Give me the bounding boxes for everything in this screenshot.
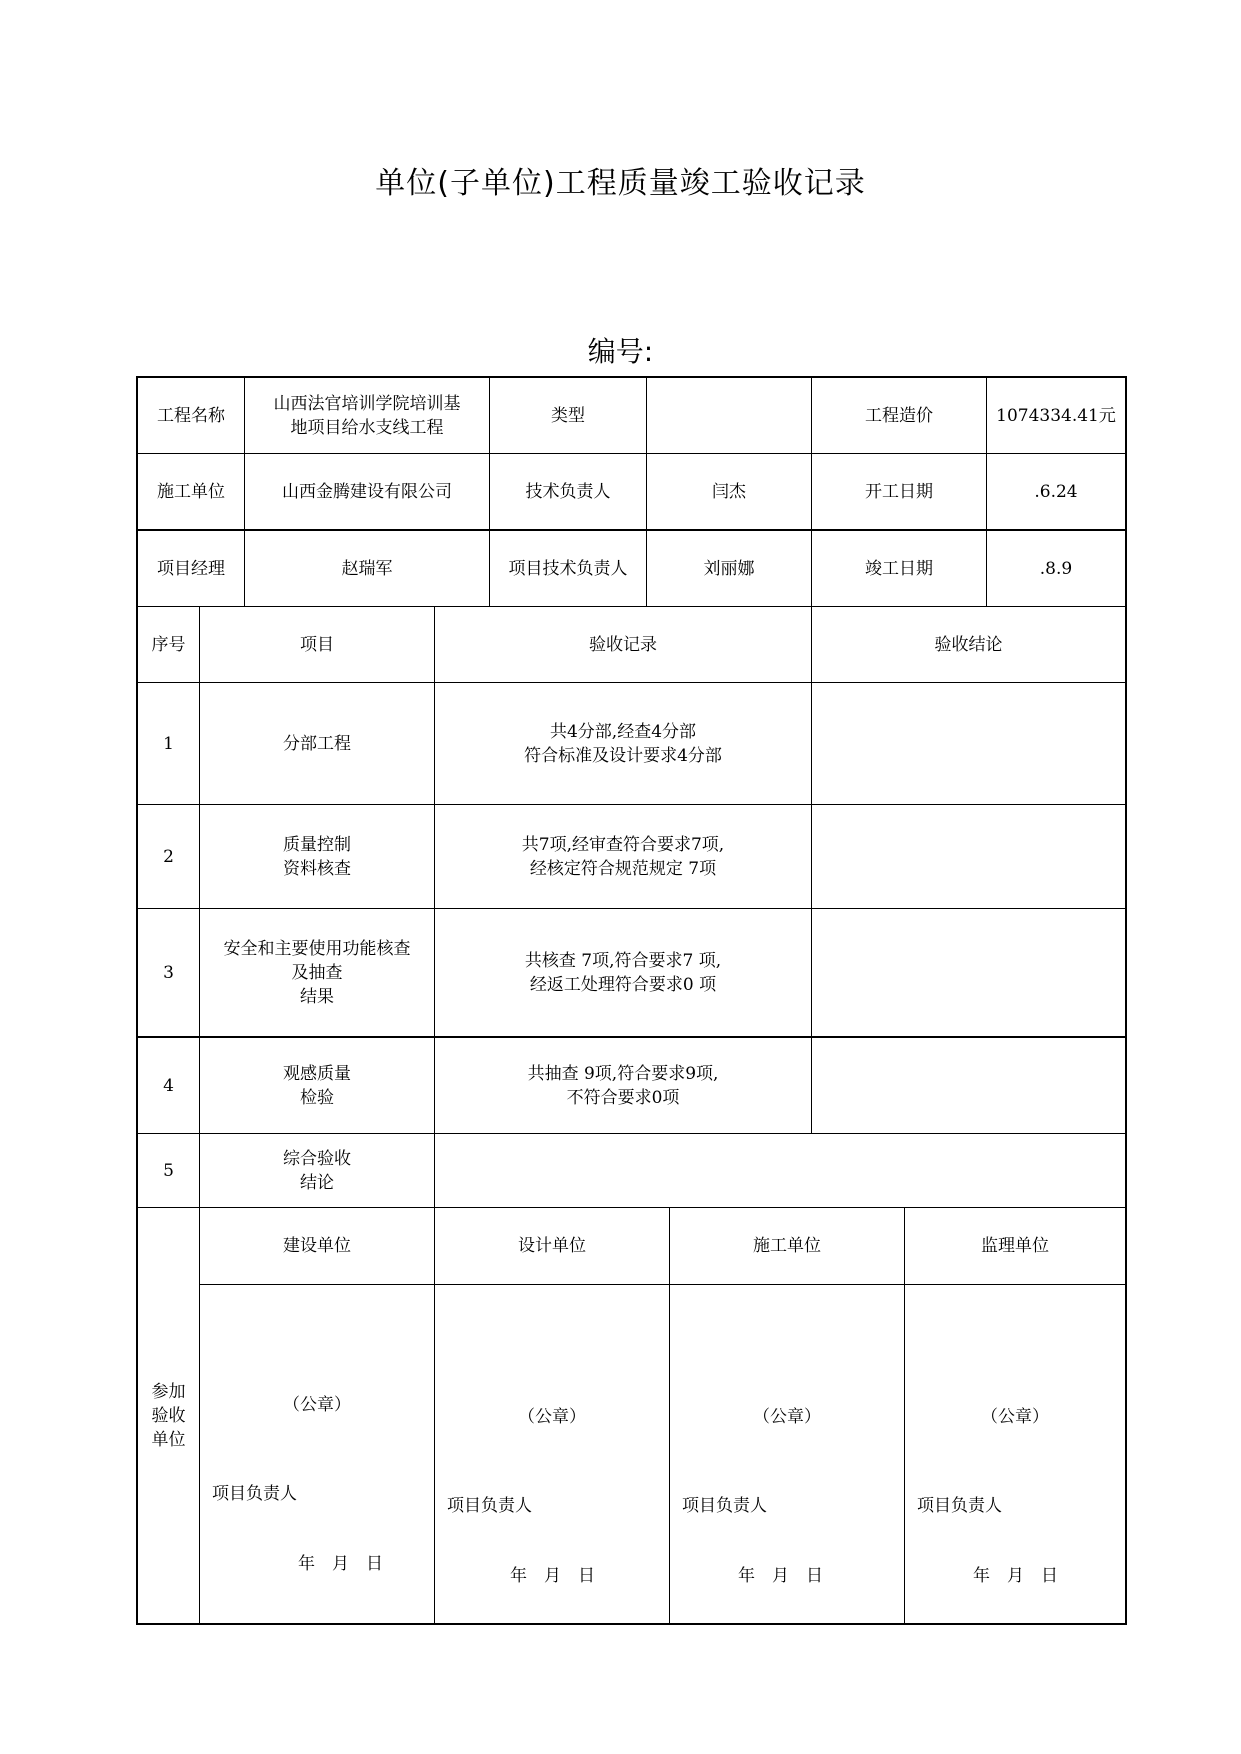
type-label: 类型 bbox=[490, 378, 647, 454]
project-tech-lead-value: 刘丽娜 bbox=[647, 531, 812, 607]
row-item-line: 资料核查 bbox=[283, 858, 351, 879]
participant-unit-name: 施工单位 bbox=[670, 1208, 905, 1285]
row-item bbox=[200, 683, 435, 805]
row-item-line: 检验 bbox=[300, 1087, 334, 1108]
seal-placeholder: （公章） bbox=[283, 1395, 351, 1415]
date-placeholder: 年 月 日 bbox=[973, 1566, 1058, 1586]
row-seq: 1 bbox=[138, 683, 200, 805]
row-item-line: 综合验收 bbox=[283, 1148, 351, 1169]
row-record bbox=[435, 909, 812, 1038]
participant-unit-name: 建设单位 bbox=[200, 1208, 435, 1285]
contractor-value: 山西金腾建设有限公司 bbox=[245, 454, 490, 531]
person-in-charge-label: 项目负责人 bbox=[447, 1496, 532, 1516]
person-in-charge-label: 项目负责人 bbox=[682, 1496, 767, 1516]
cost-value: 1074334.41元 bbox=[987, 378, 1125, 454]
row-record-line: 共抽查 9项,符合要求9项, bbox=[527, 1063, 719, 1084]
date-placeholder: 年 月 日 bbox=[510, 1566, 595, 1586]
participants-label-line: 单位 bbox=[151, 1429, 186, 1450]
person-in-charge-label: 项目负责人 bbox=[917, 1496, 1002, 1516]
project-name-line: 山西法官培训学院培训基 bbox=[273, 393, 461, 414]
row-seq: 2 bbox=[138, 805, 200, 909]
row-record-line: 共7项,经审查符合要求7项, bbox=[521, 834, 725, 855]
row-item-line: 安全和主要使用功能核查 bbox=[223, 938, 411, 959]
contractor-label: 施工单位 bbox=[138, 454, 245, 531]
signature-cell bbox=[435, 1285, 670, 1623]
row-record bbox=[435, 805, 812, 909]
row-record-line: 共4分部,经查4分部 bbox=[549, 721, 697, 742]
document-number-label: 编号: bbox=[587, 335, 654, 368]
seal-placeholder: （公章） bbox=[981, 1407, 1049, 1427]
participants-label bbox=[138, 1208, 200, 1623]
row-item-line: 结果 bbox=[300, 986, 334, 1007]
signature-cell bbox=[905, 1285, 1125, 1623]
row-item-line: 观感质量 bbox=[283, 1063, 351, 1084]
column-header-record: 验收记录 bbox=[435, 607, 812, 683]
start-date-label: 开工日期 bbox=[812, 454, 987, 531]
completion-date-label: 竣工日期 bbox=[812, 531, 987, 607]
row-record bbox=[435, 683, 812, 805]
column-header-item: 项目 bbox=[200, 607, 435, 683]
completion-date-value: .8.9 bbox=[987, 531, 1125, 607]
row-conclusion bbox=[812, 909, 1125, 1038]
row-conclusion bbox=[812, 1038, 1125, 1134]
project-name-label: 工程名称 bbox=[138, 378, 245, 454]
project-name-line: 地项目给水支线工程 bbox=[290, 417, 444, 438]
row-record-line: 经返工处理符合要求0 项 bbox=[529, 974, 717, 995]
participants-label-line: 验收 bbox=[151, 1405, 186, 1426]
person-in-charge-label: 项目负责人 bbox=[212, 1484, 297, 1504]
tech-lead-label: 技术负责人 bbox=[490, 454, 647, 531]
project-manager-label: 项目经理 bbox=[138, 531, 245, 607]
row-conclusion bbox=[812, 805, 1125, 909]
row-record-line: 经核定符合规范规定 7项 bbox=[529, 858, 717, 879]
row-seq: 4 bbox=[138, 1038, 200, 1134]
column-header-seq: 序号 bbox=[138, 607, 200, 683]
row-item bbox=[200, 1038, 435, 1134]
row-record-line: 符合标准及设计要求4分部 bbox=[524, 745, 722, 766]
date-placeholder: 年 月 日 bbox=[738, 1566, 823, 1586]
project-tech-lead-label: 项目技术负责人 bbox=[490, 531, 647, 607]
acceptance-record-table bbox=[136, 376, 1127, 1625]
row-record-line: 不符合要求0项 bbox=[566, 1087, 680, 1108]
row-item bbox=[200, 805, 435, 909]
start-date-value: .6.24 bbox=[987, 454, 1125, 531]
seal-placeholder: （公章） bbox=[753, 1407, 821, 1427]
row-item-line: 及抽查 bbox=[291, 962, 343, 983]
participant-unit-name: 设计单位 bbox=[435, 1208, 670, 1285]
cost-label: 工程造价 bbox=[812, 378, 987, 454]
signature-cell bbox=[670, 1285, 905, 1623]
column-header-conclusion: 验收结论 bbox=[812, 607, 1125, 683]
row-item-line: 结论 bbox=[300, 1172, 334, 1193]
row-item-line: 质量控制 bbox=[283, 834, 351, 855]
participant-unit-name: 监理单位 bbox=[905, 1208, 1125, 1285]
row-item-line: 分部工程 bbox=[283, 733, 351, 754]
project-name-value bbox=[245, 378, 490, 454]
row-conclusion bbox=[812, 683, 1125, 805]
overall-conclusion-value bbox=[435, 1134, 1125, 1208]
date-placeholder: 年 月 日 bbox=[298, 1554, 383, 1574]
participants-label-line: 参加 bbox=[151, 1381, 186, 1402]
tech-lead-value: 闫杰 bbox=[647, 454, 812, 531]
row-record-line: 共核查 7项,符合要求7 项, bbox=[524, 950, 722, 971]
type-value bbox=[647, 378, 812, 454]
seal-placeholder: （公章） bbox=[518, 1407, 586, 1427]
row-seq: 3 bbox=[138, 909, 200, 1038]
row-record bbox=[435, 1038, 812, 1134]
page-title: 单位(子单位)工程质量竣工验收记录 bbox=[375, 166, 866, 201]
signature-cell bbox=[200, 1285, 435, 1623]
row-seq: 5 bbox=[138, 1134, 200, 1208]
project-manager-value: 赵瑞军 bbox=[245, 531, 490, 607]
row-item bbox=[200, 909, 435, 1038]
row-item bbox=[200, 1134, 435, 1208]
